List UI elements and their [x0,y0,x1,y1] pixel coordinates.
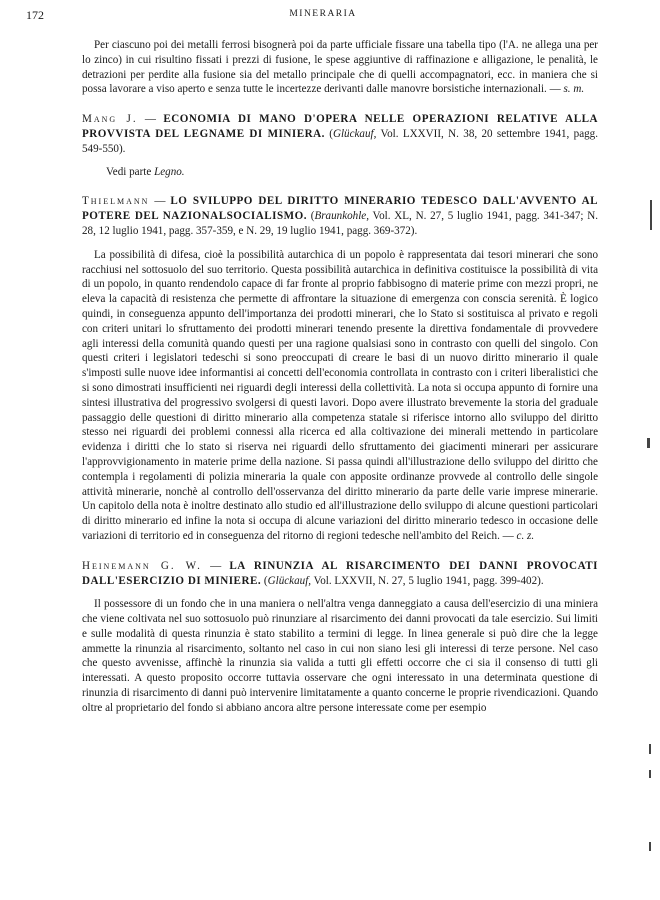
entry-heading: Thielmann — LO SVILUPPO DEL DIRITTO MINERARIO TEDESCO DALL'AVVENTO AL POTERE DEL NAZIONALSOCIALISMO. (Braunkohle, Vol. XL, N. 27, 5 luglio 1941, pagg. 341-347; N. 28, 12 luglio 1941, pagg. 357-359, e N. 29, 19 luglio 1941, pagg. 369-372). [82,195,599,237]
bibliography-entry [82,559,598,716]
crossref-target: Legno. [154,165,185,178]
entry-abstract [82,248,598,544]
bibliography-entry [82,112,598,179]
scan-speck [650,200,652,230]
entry-heading: Heinemann G. W. — LA RINUNZIA AL RISARCIMENTO DEI DANNI PROVOCATI DALL'ESERCIZIO DI MINIERE. (Glückauf, Vol. LXXVII, N. 27, 5 luglio 1941, pagg. 399-402). [82,559,598,587]
entry-title: LA RINUNZIA AL RISARCIMENTO DEI DANNI PROVOCATI DALL'ESERCIZIO DI MINIERE. [82,559,598,587]
running-title: MINERARIA [289,9,357,19]
scan-speck [649,842,651,851]
entry-title: LO SVILUPPO DEL DIRITTO MINERARIO TEDESCO DALL'AVVENTO AL POTERE DEL NAZIONALSOCIALISMO. [82,195,598,223]
intro-paragraph [82,38,598,97]
entry-journal: Glückauf, [267,574,312,587]
entry-heading: Mang J. — ECONOMIA DI MANO D'OPERA NELLE OPERAZIONI RELATIVE ALLA PROVVISTA DEL LEGNAME DI MINIERA. (Glückauf, Vol. LXXVII, N. 38, 20 settembre 1941, pagg. 549-550). [82,113,598,155]
page-content [82,38,598,716]
entry-author: Mang J. [82,113,138,126]
intro-signature: s. m. [563,83,585,96]
intro-text: Per ciascuno poi dei metalli ferrosi bisognerà poi da parte ufficiale fissare una tabella tipo (l'A. ne allega una per lo zinco) in cui risultino fissati i prezzi di fusione, le spese aggiuntive di raffinazione e alligazione, le penalità, le detrazioni per perdite alla fusione sia del metallo principale che di quelli accompagnatori, ecc. in maniera che si possa lavorare a viso aperto e senza tutte le incertezze derivanti dalle manovre borsistiche internazionali. — [82,39,598,96]
entry-dash: — [210,559,222,572]
scan-speck [649,744,651,754]
entry-citation: Vol. LXXVII, N. 38, 20 settembre 1941, pagg. 549-550). [82,127,598,155]
entry-citation: Vol. XL, N. 27, 5 luglio 1941, pagg. 341-347; N. 28, 12 luglio 1941, pagg. 357-359, e N. 29, 19 luglio 1941, pagg. 369-372). [82,210,599,237]
cross-reference [82,165,598,180]
scan-speck [647,438,650,448]
abstract-text: La possibilità di difesa, cioè la possibilità autarchica di un popolo è rappresentata dai tesori minerari che sono racchiusi nel sottosuolo del suo territorio. Questa possibilità autarchica in definitiva costituisce la possibilità di vita di un popolo, in quanto rendendolo capace di far fronte al proprio fabbisogno di materie prime con mezzi propri, ne eleva la capacità di resistenza che permette di affrontare la situazione di emergenza con conscia serenità. È logico quindi, in conseguenza appunto dell'importanza dei prodotti minerari, che lo Stato si sostituisca al privato e regoli con criteri unitari lo sfruttamento dei prodotti minerari tenendo presente la direttiva fondamentale di provvedere agli interessi della comunità quando questi per una ragione qualsiasi sono in contrasto con quelli del singolo. Con questi criteri i legislatori tedeschi si sono preoccupati di creare le basi di un nuovo diritto minerario il quale s'imposti sulle nuove idee informantisi ai concetti dell'economia controllata in contrasto con i criteri liberalistici che si sono dimostrati insufficienti nei riguardi degli interessi della collettività. La nota si occupa appunto di fornire una sintesi illustrativa del progressivo svolgersi di questi lavori. Dopo avere illustrato brevemente la storia del graduale passaggio delle questioni di diritto minerario alla competenza statale si riferisce intorno allo sviluppo del diritto stesso nei riguardi dei problemi connessi alla ricerca ed alla coltivazione dei minerali mettendo in particolare evidenza i diritti che lo stato si riserva nei riguardi dello sfruttamento dei giacimenti minerari per assicurare l'approvvigionamento in materie prime della nazione. Si passa quindi all'illustrazione dello sviluppo del diritto che contempla i regolamenti di polizia mineraria la quale con apposite ordinanze provvede al controllo delle singole attività minerarie, nonchè al controllo dell'osservanza del diritto minerario da parte delle varie imprese minerarie. Un capitolo della nota è inoltre destinato allo studio ed all'illustrazione dello sviluppo di alcune questioni particolari di diritto minerario ed infine la nota si occupa di alcune variazioni del diritto minerario tedesco in occasione delle variazioni di territorio ed in conseguenza del ritorno di regioni tedesche nell'ambito del Reich. — [82,248,598,542]
entry-citation: Vol. LXXVII, N. 27, 5 luglio 1941, pagg. 399-402). [313,574,544,587]
entry-dash: — [144,113,156,126]
scan-speck [649,770,651,778]
abstract-signature: c. z. [516,529,535,542]
entry-abstract [82,597,598,715]
entry-journal: Braunkohle, [314,210,369,223]
bibliography-entry [82,194,598,543]
entry-author: Heinemann G. W. [82,559,202,572]
entry-author: Thielmann [82,195,150,208]
entry-dash: — [154,195,166,208]
entry-title: ECONOMIA DI MANO D'OPERA NELLE OPERAZIONI RELATIVE ALLA PROVVISTA DEL LEGNAME DI MINIERA. [82,113,598,140]
entry-journal: Glückauf, [332,127,377,140]
scan-artifacts [646,0,656,900]
abstract-text: Il possessore di un fondo che in una maniera o nell'altra venga danneggiato a causa dell'esercizio di una miniera che viene coltivata nel suo sottosuolo può rinunziare al risarcimento dei danni provocati da tale esercizio. Sui limiti e sulle modalità di questa rinunzia è stato stabilito a termini di legge. In linea generale si può dire che la legge ammette la rinunzia al risarcimento, soltanto nel caso in cui non siano lesi gli interessi di terze persone. Nel caso che questo avvenisse, affinchè la rinunzia sia valida a tutti gli effetti occorre che ci sia il consenso di tutti gli interessati. A questo proposito occorre tuttavia osservare che ogni interessato in una determinata questione di rinunzia di risarcimento di danni può intervenire limitatamente a quanto concerne le proprie rivendicazioni. Quando oltre al proprietario del fondo si abbiano ancora altre persone interessate come per esempio [82,598,598,714]
page-number: 172 [26,8,44,22]
page-header [26,8,620,24]
crossref-prefix: Vedi parte [106,165,152,178]
